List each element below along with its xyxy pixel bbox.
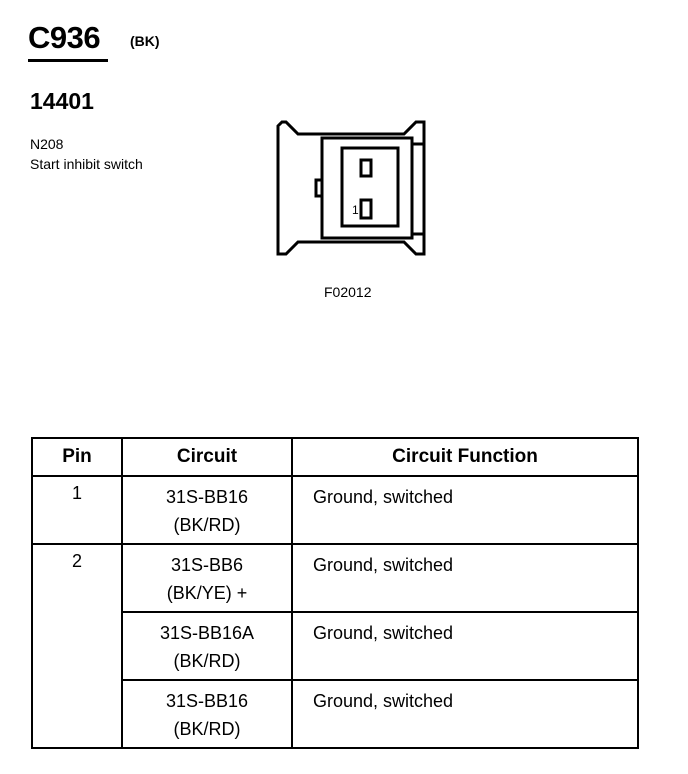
table-row [32,544,638,612]
component-code: N208 [30,136,64,152]
circuit-function: Ground, switched [292,544,638,612]
circuit-number: 31S-BB16A [159,623,255,643]
table-row [32,476,638,544]
title-underline [28,59,108,62]
terminal-2 [361,160,371,176]
connector-id: C936 [28,20,101,55]
wire-color: (BK/RD) [173,515,241,535]
circuit-cell [122,612,292,680]
connector-color-code: (BK) [130,33,160,49]
locking-tab [412,144,424,234]
column-header-circuit: Circuit [122,438,292,476]
circuit-function: Ground, switched [292,612,638,680]
column-header-circuit-function: Circuit Function [292,438,638,476]
circuit-cell [122,544,292,612]
table-row [32,680,638,748]
connector-face-diagram [272,116,432,260]
wire-color: (BK/YE) + [166,583,248,603]
terminal-1-label: 1 [352,203,359,217]
pin-number: 1 [32,476,122,544]
pin-circuit-table [31,437,639,749]
figure-code: F02012 [324,284,372,300]
pin-number: 2 [32,544,122,748]
circuit-cell [122,476,292,544]
part-number: 14401 [30,88,94,114]
circuit-function: Ground, switched [292,476,638,544]
circuit-number: 31S-BB6 [170,555,244,575]
component-name: Start inhibit switch [30,156,143,172]
table-row [32,612,638,680]
circuit-number: 31S-BB16 [165,691,249,711]
circuit-cell [122,680,292,748]
connector-housing-outline [278,122,424,254]
circuit-number: 31S-BB16 [165,487,249,507]
wire-color: (BK/RD) [173,651,241,671]
table-header-row [32,438,638,476]
wire-color: (BK/RD) [173,719,241,739]
column-header-pin: Pin [32,438,122,476]
circuit-function: Ground, switched [292,680,638,748]
terminal-1 [361,200,371,218]
